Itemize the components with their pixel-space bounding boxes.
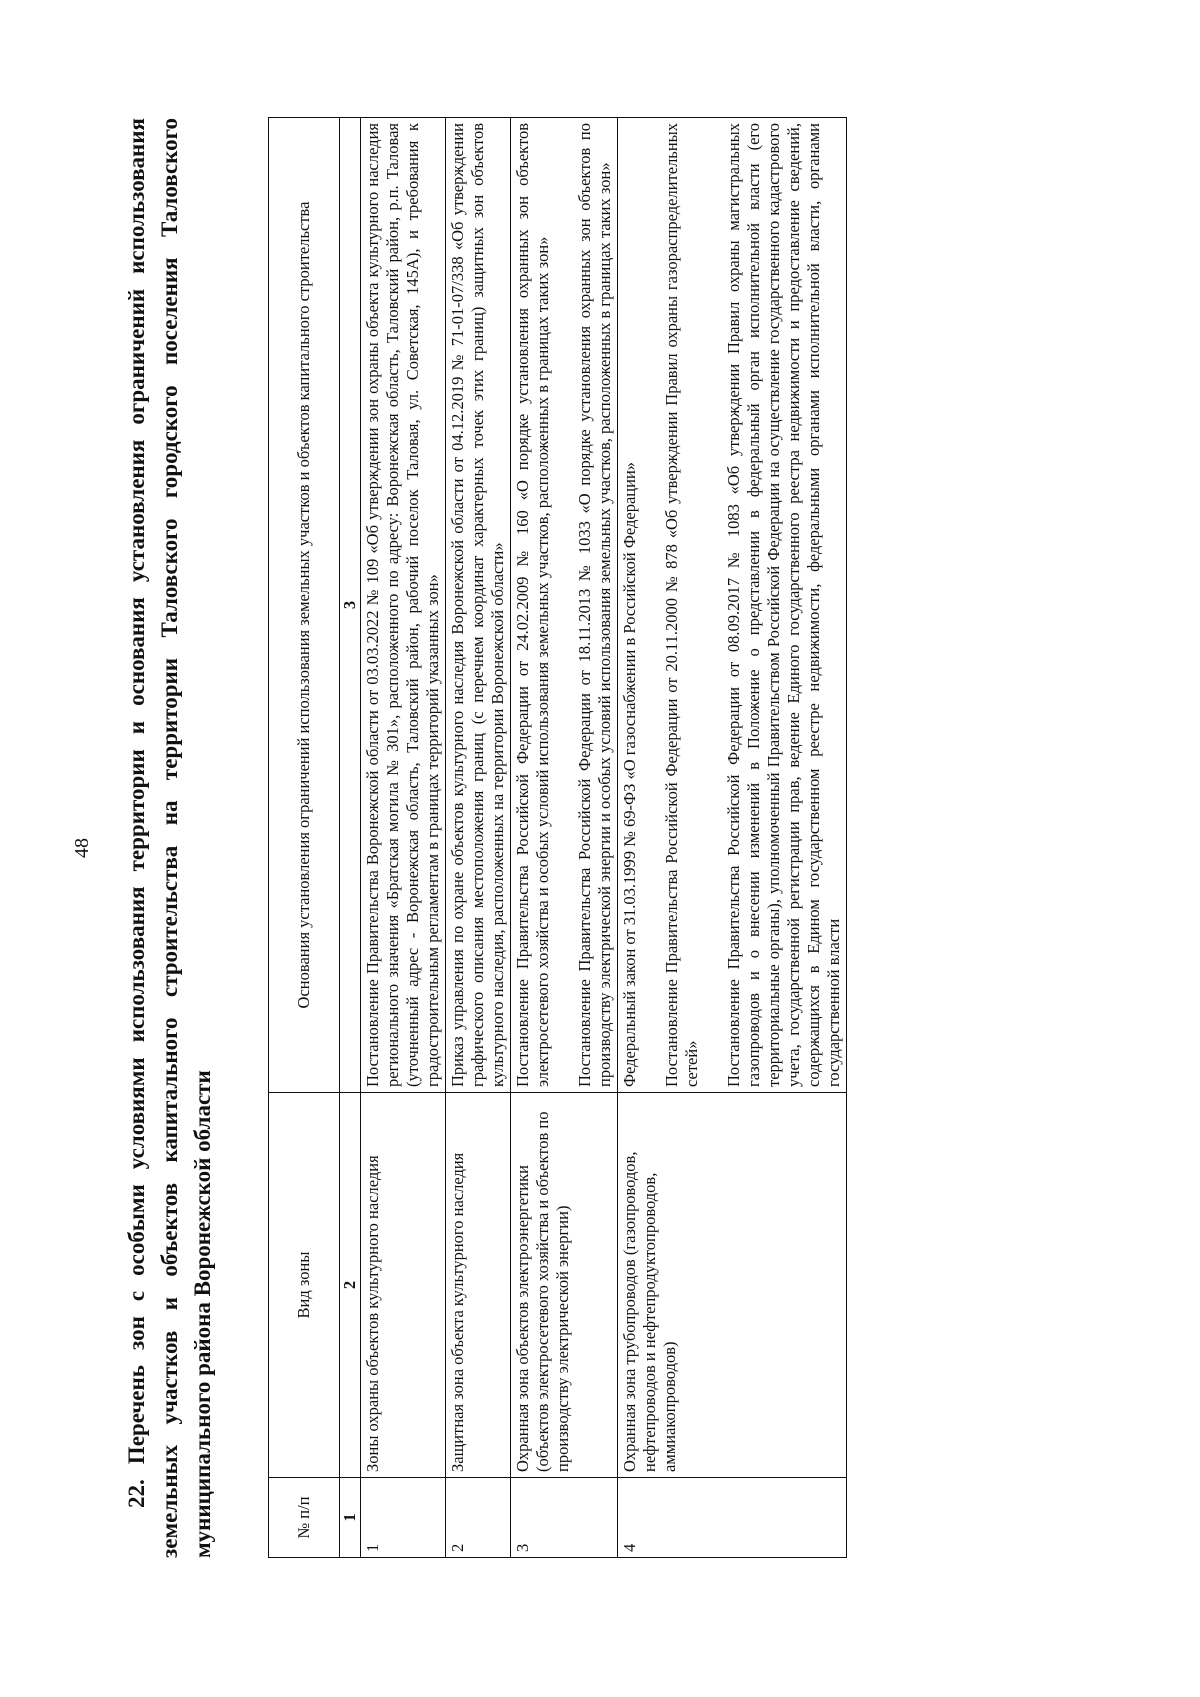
table-row — [511, 118, 618, 1558]
basis-document: Федеральный закон от 31.03.1999 № 69-ФЗ «О газоснабжении в Российской Федерации» — [620, 461, 639, 1087]
row-number: 3 — [511, 1478, 618, 1558]
basis-document: Постановление Правительства Российской Федерации от 08.09.2017 № 1083 «Об утверждении Правил охраны магистральных газопроводов и о внесении изменений в Положение о представлении в федеральный орган исполнительной власти (его территориальные органы), уполномоченный Правительством Российской Федерации на осуществление государственного кадастрового учета, государственной регистрации прав, ведение Единого государственного реестра недвижимости и предоставление сведений, содержащихся в Едином государственном реестре недвижимости, федеральными органами исполнительной власти, органами государственной власти — [724, 123, 843, 1087]
zone-type: Защитная зона объекта культурного наследия — [446, 1093, 511, 1478]
column-number: 3 — [340, 118, 361, 1093]
zones-table — [268, 117, 847, 1558]
table-row — [361, 118, 446, 1558]
basis-document: Приказ управления по охране объектов культурного наследия Воронежской области от 04.12.2019 № 71-01-07/338 «Об утверждении графического описания местоположения границ (с перечнем координат характерных точек этих границ) защитных зон объектов культурного наследия, расположенных на территории Воронежской области» — [448, 123, 507, 1087]
table-row — [618, 118, 847, 1558]
zone-type: Охранная зона трубопроводов (газопроводов, нефтепроводов и нефтепродуктопроводов, аммиакопроводов) — [618, 1093, 847, 1478]
column-numbers-row — [340, 118, 361, 1558]
column-number: 2 — [340, 1093, 361, 1478]
landscape-content — [70, 108, 1120, 1588]
section-title: Перечень зон с особыми условиями использования территории и основания установления ограничений использования земельных участков и объектов капитального строительства на территории Таловского городского поселения Таловского муниципального района Воронежской области — [124, 117, 215, 1558]
header-num: № п/п — [269, 1478, 340, 1558]
basis-document: Постановление Правительства Российской Федерации от 18.11.2013 № 1033 «О порядке установления охранных зон объектов по производству электрической энергии и особых условий использования земельных участков, расположенных в границах таких зон» — [575, 123, 614, 1087]
basis-cell — [361, 118, 446, 1093]
zone-type: Зоны охраны объектов культурного наследия — [361, 1093, 446, 1478]
column-number: 1 — [340, 1478, 361, 1558]
basis-cell — [511, 118, 618, 1093]
table-header-row — [269, 118, 340, 1558]
basis-document: Постановление Правительства Российской Федерации от 20.11.2000 № 878 «Об утверждении Правил охраны газораспределительных сетей» — [662, 123, 701, 1087]
table-row — [446, 118, 511, 1558]
row-number: 1 — [361, 1478, 446, 1558]
row-number: 2 — [446, 1478, 511, 1558]
header-zone: Вид зоны — [269, 1093, 340, 1478]
page-number: 48 — [71, 838, 93, 858]
row-number: 4 — [618, 1478, 847, 1558]
zone-type: Охранная зона объектов электроэнергетики (объектов электросетевого хозяйства и объектов по производству электрической энергии) — [511, 1093, 618, 1478]
basis-document: Постановление Правительства Российской Федерации от 24.02.2009 № 160 «О порядке установления охранных зон объектов электросетевого хозяйства и особых условий использования земельных участков, расположенных в границах таких зон» — [513, 123, 552, 1087]
basis-cell — [618, 118, 847, 1093]
section-number: 22. — [124, 1479, 149, 1508]
header-basis: Основания установления ограничений использования земельных участков и объектов капитального строительства — [269, 118, 340, 1093]
basis-document: Постановление Правительства Воронежской области от 03.03.2022 № 109 «Об утверждении зон охраны объекта культурного наследия регионального значения «Братская могила № 301», расположенного по адресу: Воронежская область, Таловский район, р.п. Таловая (уточненный адрес - Воронежская область, Таловский район, рабочий поселок Таловая, ул. Советская, 145А), и требования к градостроительным регламентам в границах территорий указанных зон» — [363, 123, 442, 1087]
basis-cell — [446, 118, 511, 1093]
section-heading — [120, 118, 219, 1558]
